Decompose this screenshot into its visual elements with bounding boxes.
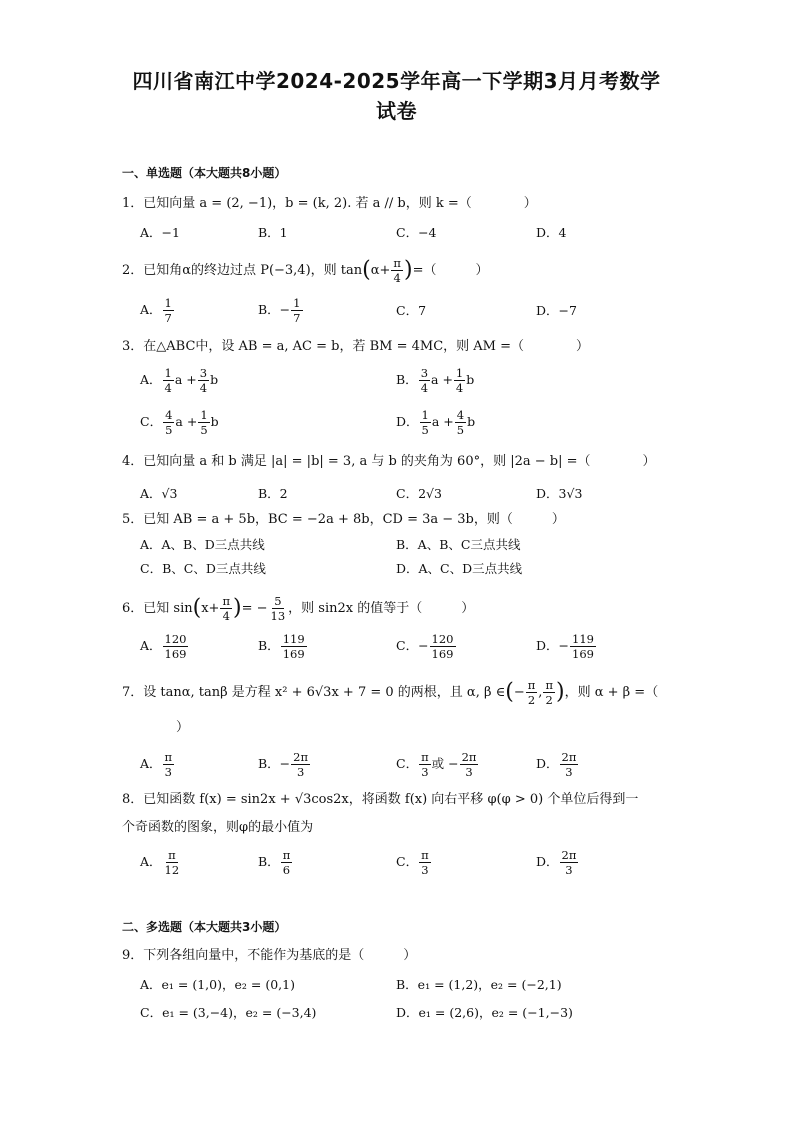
numerator: π: [421, 750, 429, 764]
numerator: 120: [164, 632, 187, 646]
denominator: 3: [565, 863, 573, 877]
stem-text: ，则 sin2x 的值等于（ ）: [288, 601, 475, 616]
denominator: 3: [465, 765, 473, 779]
q6-option-a: [140, 632, 189, 661]
fraction: [460, 750, 479, 779]
question-7: [122, 678, 658, 707]
stem-text: = −: [241, 601, 268, 616]
denominator: 7: [164, 311, 172, 325]
fraction: [291, 296, 302, 325]
denominator: 2: [545, 693, 553, 707]
question-3: [122, 337, 589, 357]
q4-option-c: C．2√3: [396, 486, 442, 501]
title-line-1: 四川省南江中学2024-2025学年高一下学期3月月考数学: [132, 69, 661, 93]
q9-option-c: C．e₁ = (3,−4)，e₂ = (−3,4): [140, 1005, 317, 1020]
denominator: 5: [165, 423, 173, 437]
option-text: a +: [431, 372, 453, 387]
fraction: [420, 408, 431, 437]
question-stem: 已知向量 a = (2, −1)，b = (k, 2). 若 a // b，则 k =（ ）: [143, 196, 537, 211]
left-paren: (: [505, 679, 514, 705]
denominator: 2: [527, 693, 536, 707]
denominator: 3: [565, 765, 573, 779]
right-paren: ): [233, 595, 242, 621]
q8-option-a: [140, 848, 182, 877]
stem-text: ,: [538, 685, 543, 700]
option-text: b: [210, 414, 219, 429]
fraction: [454, 366, 465, 395]
denominator: 169: [282, 647, 305, 661]
numerator: π: [168, 848, 176, 862]
numerator: 1: [421, 408, 429, 422]
question-number: 4．: [122, 454, 144, 469]
q7-stem-continuation: ）: [176, 720, 190, 735]
q2-option-a: [140, 296, 175, 325]
numerator: 2π: [293, 750, 309, 764]
option-label: A．: [140, 854, 162, 869]
question-number: 2．: [122, 263, 144, 278]
fraction: [419, 366, 430, 395]
option-label: C．: [140, 414, 163, 429]
q1-option-a: A．−1: [140, 225, 180, 240]
fraction: [291, 750, 310, 779]
fraction: [570, 632, 596, 661]
q8-option-d: [536, 848, 579, 877]
fraction: [419, 848, 431, 877]
question-stem: 已知 AB = a + 5b，BC = −2a + 8b，CD = 3a − 3b，则（ ）: [143, 512, 565, 527]
numerator: 1: [164, 366, 172, 380]
numerator: 1: [164, 296, 172, 310]
stem-text: 已知 sin: [143, 601, 193, 616]
numerator: 2π: [561, 848, 577, 862]
q1-option-c: C．−4: [396, 225, 437, 240]
q6-option-d: [536, 632, 597, 661]
option-label: B．: [396, 372, 418, 387]
stem-text: x+: [201, 601, 220, 616]
denominator: 169: [572, 647, 594, 661]
question-5: [122, 510, 565, 530]
denominator: 4: [455, 381, 464, 395]
denominator: 12: [164, 863, 180, 877]
numerator: π: [222, 594, 231, 608]
numerator: 3: [199, 366, 208, 380]
numerator: 119: [572, 632, 594, 646]
question-number: 1．: [122, 196, 144, 211]
q2-option-c: C．7: [396, 303, 427, 318]
numerator: 119: [282, 632, 305, 646]
question-stem: 已知向量 a 和 b 满足 |a| = |b| = 3, a 与 b 的夹角为 60°，则 |2a − b| =（ ）: [143, 454, 656, 469]
denominator: 13: [270, 609, 286, 623]
left-paren: (: [192, 595, 202, 621]
q6-option-c: [396, 632, 457, 661]
q5-option-c: C．B、C、D三点共线: [140, 561, 266, 576]
numerator: 120: [431, 632, 454, 646]
q8-option-b: [258, 848, 293, 877]
question-number: 7．: [122, 685, 144, 700]
q1-option-b: B．1: [258, 225, 288, 240]
question-8: [122, 790, 638, 810]
fraction: [269, 594, 288, 623]
question-9: [122, 946, 416, 966]
option-label: C．: [396, 756, 419, 771]
q8-stem-continuation: 个奇函数的图象，则φ的最小值为: [122, 820, 314, 835]
right-paren: ): [403, 257, 413, 283]
q5-option-b: B．A、B、C三点共线: [396, 537, 521, 552]
numerator: π: [545, 678, 553, 692]
question-number: 5．: [122, 512, 144, 527]
numerator: π: [164, 750, 173, 764]
stem-text: 已知函数 f(x) = sin2x + √3cos2x，将函数 f(x) 向右平移 φ(φ > 0) 个单位后得到一: [143, 792, 639, 807]
stem-text: 设 tanα, tanβ 是方程 x² + 6√3x + 7 = 0 的两根，且 α, β ∈: [143, 685, 506, 700]
section-heading-single-choice: 一、单选题（本大题共8小题）: [122, 166, 287, 180]
fraction: [220, 594, 232, 623]
denominator: 169: [431, 647, 454, 661]
denominator: 4: [393, 271, 401, 285]
q3-option-c: [140, 408, 219, 437]
option-label: A．: [140, 638, 162, 653]
numerator: 2π: [461, 750, 477, 764]
left-paren: (: [362, 257, 371, 283]
question-2: [122, 256, 488, 285]
option-label: A．: [140, 372, 162, 387]
denominator: 3: [296, 765, 305, 779]
numerator: π: [393, 256, 401, 270]
numerator: 4: [165, 408, 173, 422]
question-number: 6．: [122, 601, 144, 616]
q9-option-b: B．e₁ = (1,2)，e₂ = (−2,1): [396, 977, 562, 992]
fraction: [391, 256, 403, 285]
option-label: B．: [258, 854, 280, 869]
option-text: b: [210, 372, 219, 387]
option-label: B．−: [258, 302, 291, 317]
stem-text: ，则 α + β =（: [564, 685, 659, 700]
option-text: b: [466, 372, 475, 387]
denominator: 4: [420, 381, 429, 395]
fraction: [198, 408, 209, 437]
stem-text: =（ ）: [412, 263, 489, 278]
stem-text: α+: [370, 263, 391, 278]
option-label: C．−: [396, 638, 429, 653]
q9-option-d: D．e₁ = (2,6)，e₂ = (−1,−3): [396, 1005, 573, 1020]
numerator: 1: [455, 366, 464, 380]
q1-option-d: D．4: [536, 225, 567, 240]
fraction: [163, 848, 182, 877]
denominator: 4: [199, 381, 208, 395]
fraction: [163, 632, 189, 661]
denominator: 5: [421, 423, 429, 437]
option-label: A．: [140, 302, 162, 317]
fraction: [198, 366, 209, 395]
q3-option-d: [396, 408, 475, 437]
question-stem: 下列各组向量中，不能作为基底的是（ ）: [143, 948, 417, 963]
option-text: a +: [175, 414, 198, 429]
denominator: 5: [200, 423, 208, 437]
denominator: 4: [222, 609, 230, 623]
numerator: 3: [420, 366, 429, 380]
fraction: [163, 750, 175, 779]
section-heading-multi-choice: 二、多选题（本大题共3小题）: [122, 920, 287, 934]
denominator: 3: [421, 863, 429, 877]
denominator: 3: [164, 765, 172, 779]
denominator: 3: [421, 765, 429, 779]
q5-option-a: A．A、B、D三点共线: [140, 537, 265, 552]
question-number: 8．: [122, 792, 144, 807]
option-label: B．−: [258, 756, 291, 771]
option-label: A．: [140, 756, 162, 771]
fraction: [163, 296, 174, 325]
q4-option-d: D．3√3: [536, 486, 583, 501]
q7-option-c: [396, 750, 479, 779]
option-text: 或 −: [431, 756, 459, 771]
q9-option-a: A．e₁ = (1,0)，e₂ = (0,1): [140, 977, 295, 992]
q4-option-b: B．2: [258, 486, 288, 501]
q3-option-a: [140, 366, 218, 395]
fraction: [419, 750, 431, 779]
q5-option-d: D．A、C、D三点共线: [396, 561, 523, 576]
fraction: [430, 632, 456, 661]
numerator: 4: [456, 408, 465, 422]
fraction: [281, 848, 293, 877]
fraction: [526, 678, 538, 707]
q8-option-c: [396, 848, 432, 877]
numerator: 1: [293, 296, 301, 310]
q2-option-d: D．−7: [536, 303, 577, 318]
question-stem: 在△ABC中，设 AB = a, AC = b，若 BM = 4MC，则 AM =（ ）: [143, 339, 590, 354]
denominator: 169: [164, 647, 187, 661]
denominator: 5: [456, 423, 465, 437]
numerator: π: [421, 848, 429, 862]
q2-option-b: [258, 296, 304, 325]
fraction: [281, 632, 307, 661]
q4-option-a: A．√3: [140, 486, 178, 501]
denominator: 6: [282, 863, 291, 877]
fraction: [163, 408, 174, 437]
fraction: [455, 408, 466, 437]
option-label: D．: [396, 414, 419, 429]
question-6: [122, 594, 474, 623]
fraction: [560, 848, 579, 877]
option-text: b: [467, 414, 476, 429]
denominator: 7: [293, 311, 301, 325]
option-label: D．: [536, 756, 559, 771]
question-number: 9．: [122, 948, 144, 963]
denominator: 4: [164, 381, 172, 395]
option-label: D．−: [536, 638, 569, 653]
option-label: C．: [396, 854, 419, 869]
q7-option-d: [536, 750, 579, 779]
q3-option-b: [396, 366, 474, 395]
stem-text: 已知角α的终边过点 P(−3,4)，则 tan: [143, 263, 363, 278]
question-1: [122, 194, 537, 214]
q7-option-a: [140, 750, 175, 779]
question-4: [122, 452, 656, 472]
right-paren: ): [556, 679, 565, 705]
numerator: 2π: [561, 750, 577, 764]
q6-option-b: [258, 632, 308, 661]
option-label: D．: [536, 854, 559, 869]
numerator: π: [282, 848, 291, 862]
option-text: a +: [431, 414, 454, 429]
fraction: [163, 366, 174, 395]
fraction: [560, 750, 579, 779]
numerator: π: [527, 678, 536, 692]
option-text: a +: [174, 372, 197, 387]
page-title: [0, 66, 793, 126]
question-number: 3．: [122, 339, 144, 354]
numerator: 5: [274, 594, 282, 608]
title-line-2: 试卷: [376, 99, 417, 123]
numerator: 1: [200, 408, 208, 422]
option-label: B．: [258, 638, 280, 653]
stem-text: −: [513, 685, 525, 700]
q7-option-b: [258, 750, 311, 779]
fraction: [543, 678, 555, 707]
